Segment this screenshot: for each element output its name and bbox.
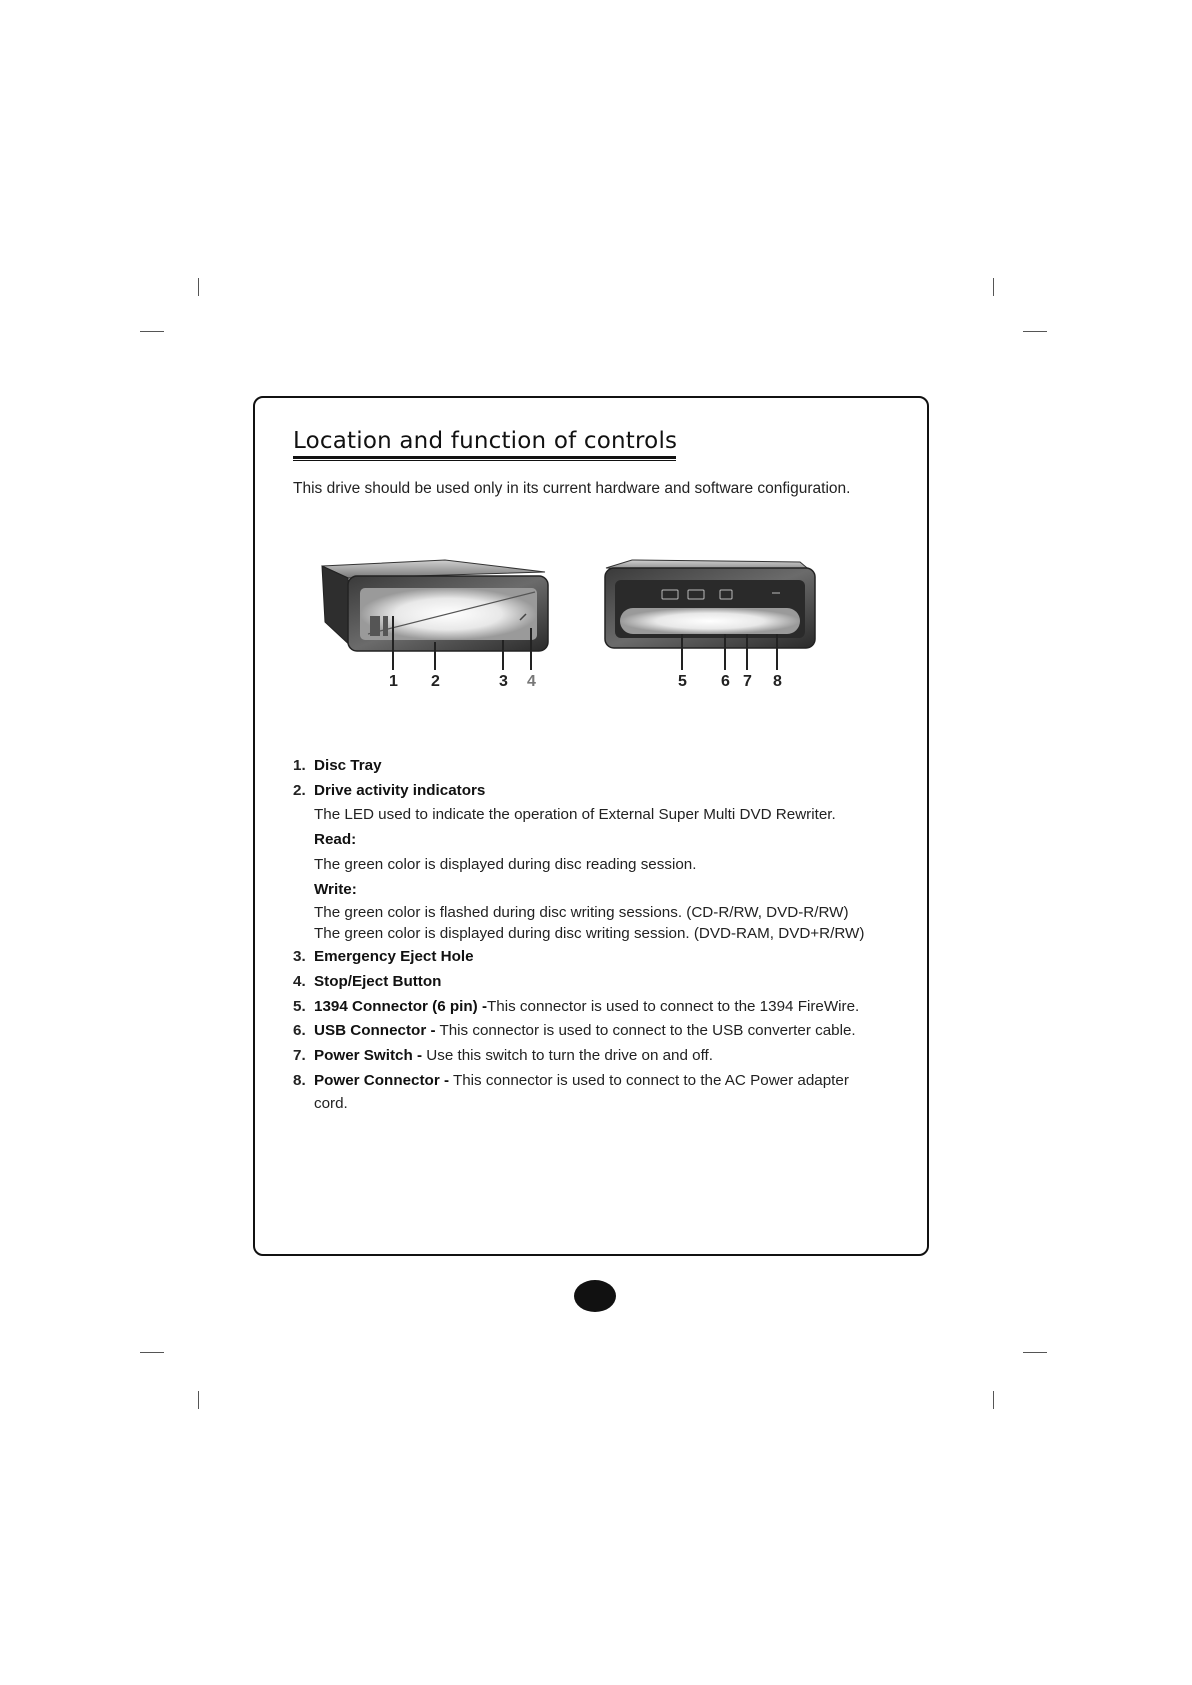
- drive-illustration: [310, 550, 830, 700]
- callout-6: 6: [721, 673, 730, 690]
- list-item: [293, 754, 913, 779]
- item-label: Emergency Eject Hole: [314, 948, 474, 966]
- intro-text: This drive should be used only in its current hardware and software configuration.: [293, 480, 851, 497]
- crop-mark: [993, 1391, 994, 1409]
- list-item: [293, 1019, 913, 1044]
- list-item: [293, 1069, 913, 1094]
- item-label: Power Connector -: [314, 1071, 450, 1089]
- list-item: [293, 945, 913, 970]
- crop-mark: [198, 1391, 199, 1409]
- item-label: USB Connector -: [314, 1022, 436, 1040]
- callout-2: 2: [431, 673, 440, 690]
- read-label: Read:: [314, 831, 357, 849]
- item-number: 7.: [293, 1047, 306, 1065]
- crop-mark: [1023, 331, 1047, 332]
- crop-mark: [198, 278, 199, 296]
- write-text: The green color is flashed during disc writing sessions. (CD-R/RW, DVD-R/RW): [314, 904, 849, 922]
- item-number: 2.: [293, 781, 306, 799]
- page-number-marker: [574, 1280, 616, 1312]
- callout-4: 4: [527, 673, 536, 690]
- item-label: Stop/Eject Button: [314, 972, 442, 990]
- item-description-continued: cord.: [314, 1095, 348, 1113]
- item-number: 5.: [293, 997, 306, 1015]
- crop-mark: [1023, 1352, 1047, 1353]
- write-label: Write:: [314, 880, 357, 898]
- list-item: [293, 779, 913, 804]
- controls-list: [293, 754, 913, 1115]
- item-number: 8.: [293, 1071, 306, 1089]
- crop-mark: [140, 1352, 164, 1353]
- item-number: 6.: [293, 1022, 306, 1040]
- item-description: This connector is used to connect to the AC Power adapter: [449, 1071, 849, 1089]
- item-label: Power Switch -: [314, 1047, 423, 1065]
- title-underline: [293, 456, 676, 459]
- item-description: Use this switch to turn the drive on and off.: [422, 1047, 713, 1065]
- page-title: Location and function of controls: [293, 428, 678, 454]
- item-label: Drive activity indicators: [314, 781, 486, 799]
- item-label: 1394 Connector (6 pin) -: [314, 997, 487, 1015]
- item-number: 3.: [293, 948, 306, 966]
- item-number: 1.: [293, 757, 306, 774]
- callout-3: 3: [499, 673, 508, 690]
- write-text: The green color is displayed during disc writing session. (DVD-RAM, DVD+R/RW): [314, 925, 865, 943]
- list-item: [293, 1044, 913, 1069]
- read-text: The green color is displayed during disc reading session.: [314, 855, 697, 873]
- callout-5: 5: [678, 673, 687, 690]
- item-description: This connector is used to connect to the USB converter cable.: [435, 1022, 856, 1040]
- title-underline: [293, 460, 676, 461]
- callout-1: 1: [389, 673, 398, 690]
- crop-mark: [993, 278, 994, 296]
- list-item: [293, 970, 913, 995]
- item-label: Disc Tray: [314, 757, 382, 774]
- list-item: [293, 995, 913, 1020]
- drive-front-view: [322, 560, 548, 651]
- drive-rear-view: [605, 560, 815, 648]
- crop-mark: [140, 331, 164, 332]
- indicator-description: The LED used to indicate the operation of External Super Multi DVD Rewriter.: [314, 806, 836, 824]
- item-description: This connector is used to connect to the 1394 FireWire.: [487, 997, 860, 1015]
- callout-7: 7: [743, 673, 752, 690]
- callout-8: 8: [773, 673, 782, 690]
- item-number: 4.: [293, 972, 306, 990]
